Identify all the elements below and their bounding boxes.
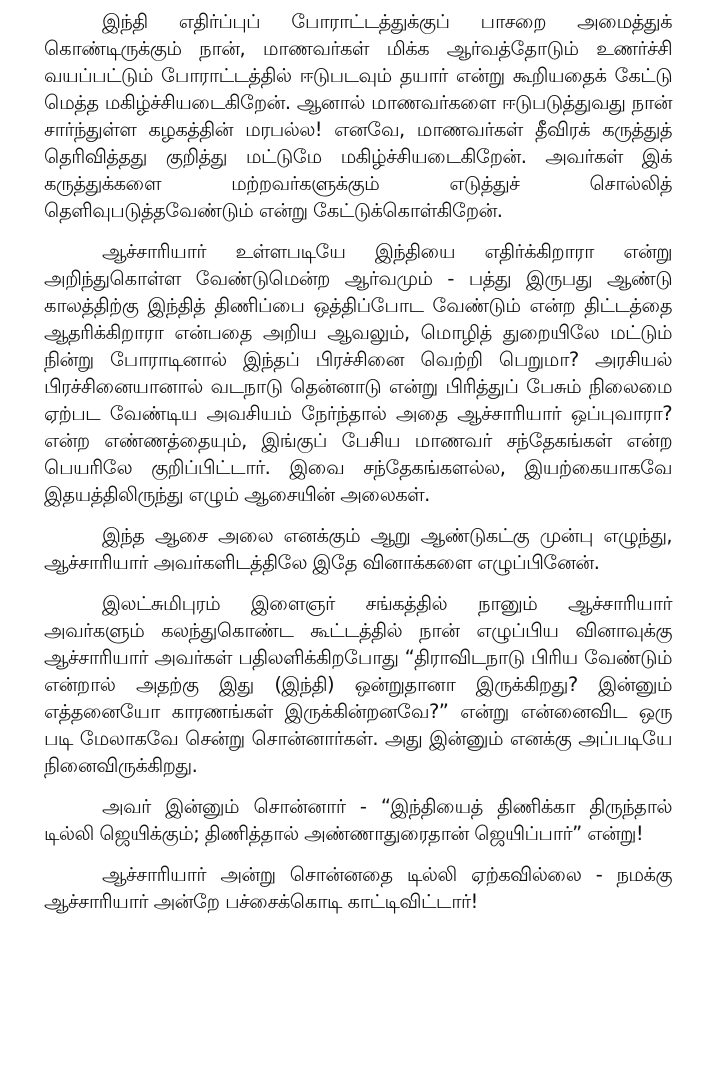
- paragraph-5: அவர் இன்னும் சொன்னார் - “இந்தியைத் திணிக்கா திருந்தால் டில்லி ஜெயிக்கும்; திணித்தால் அண்ணாதுரைதான் ஜெயிப்பார்” என்று!: [44, 795, 672, 845]
- paragraph-1: இந்தி எதிர்ப்புப் போராட்டத்துக்குப் பாசறை அமைத்துக் கொண்டிருக்கும் நான், மாணவர்கள் மிக்க ஆர்வத்தோடும் உணர்ச்சி வயப்பட்டும் போராட்டத்தில் ஈடுபடவும் தயார் என்று கூறியதைக் கேட்டு மெத்த மகிழ்ச்சியடைகிறேன். ஆனால் மாணவர்களை ஈடுபடுத்துவது நான் சார்ந்துள்ள கழகத்தின் மரபல்ல! எனவே, மாணவர்கள் தீவிரக் கருத்துத் தெரிவித்தது குறித்து மட்டுமே மகிழ்ச்சியடைகிறேன். அவர்கள் இக் கருத்துக்களை மற்றவர்களுக்கும் எடுத்துச் சொல்லித் தெளிவுபடுத்தவேண்டும் என்று கேட்டுக்கொள்கிறேன்.: [44, 10, 672, 222]
- paragraph-2: ஆச்சாரியார் உள்ளபடியே இந்தியை எதிர்க்கிறாரா என்று அறிந்துகொள்ள வேண்டுமென்ற ஆர்வமும் - பத்து இருபது ஆண்டு காலத்திற்கு இந்தித் திணிப்பை ஒத்திப்போட வேண்டும் என்ற திட்டத்தை ஆதரிக்கிறாரா என்பதை அறிய ஆவலும், மொழித் துறையிலே மட்டும் நின்று போராடினால் இந்தப் பிரச்சினை வெற்றி பெறுமா? அரசியல் பிரச்சினையானால் வடநாடு தென்னாடு என்று பிரித்துப் பேசும் நிலைமை ஏற்பட வேண்டிய அவசியம் நேர்ந்தால் அதை ஆச்சாரியார் ஒப்புவாரா? என்ற எண்ணத்தையும், இங்குப் பேசிய மாணவர் சந்தேகங்கள் என்ற பெயரிலே குறிப்பிட்டார். இவை சந்தேகங்களல்ல, இயற்கையாகவே இதயத்திலிருந்து எழும் ஆசையின் அலைகள்.: [44, 240, 672, 506]
- paragraph-4: இலட்சுமிபுரம் இளைஞர் சங்கத்தில் நானும் ஆச்சாரியார் அவர்களும் கலந்துகொண்ட கூட்டத்தில் நான் எழுப்பிய வினாவுக்கு ஆச்சாரியார் அவர்கள் பதிலளிக்கிறபோது “திராவிடநாடு பிரிய வேண்டும் என்றால் அதற்கு இது (இந்தி) ஒன்றுதானா இருக்கிறது? இன்னும் எத்தனையோ காரணங்கள் இருக்கின்றனவே?” என்று என்னைவிட ஒரு படி மேலாகவே சென்று சொன்னார்கள். அது இன்னும் எனக்கு அப்படியே நினைவிருக்கிறது.: [44, 592, 672, 777]
- document-page: [44, 8, 672, 915]
- paragraph-6: ஆச்சாரியார் அன்று சொன்னதை டில்லி ஏற்கவில்லை - நமக்கு ஆச்சாரியார் அன்றே பச்சைக்கொடி காட்டிவிட்டார்!: [44, 863, 672, 913]
- paragraph-3: இந்த ஆசை அலை எனக்கும் ஆறு ஆண்டுகட்கு முன்பு எழுந்து, ஆச்சாரியார் அவர்களிடத்திலே இதே வினாக்களை எழுப்பினேன்.: [44, 524, 672, 574]
